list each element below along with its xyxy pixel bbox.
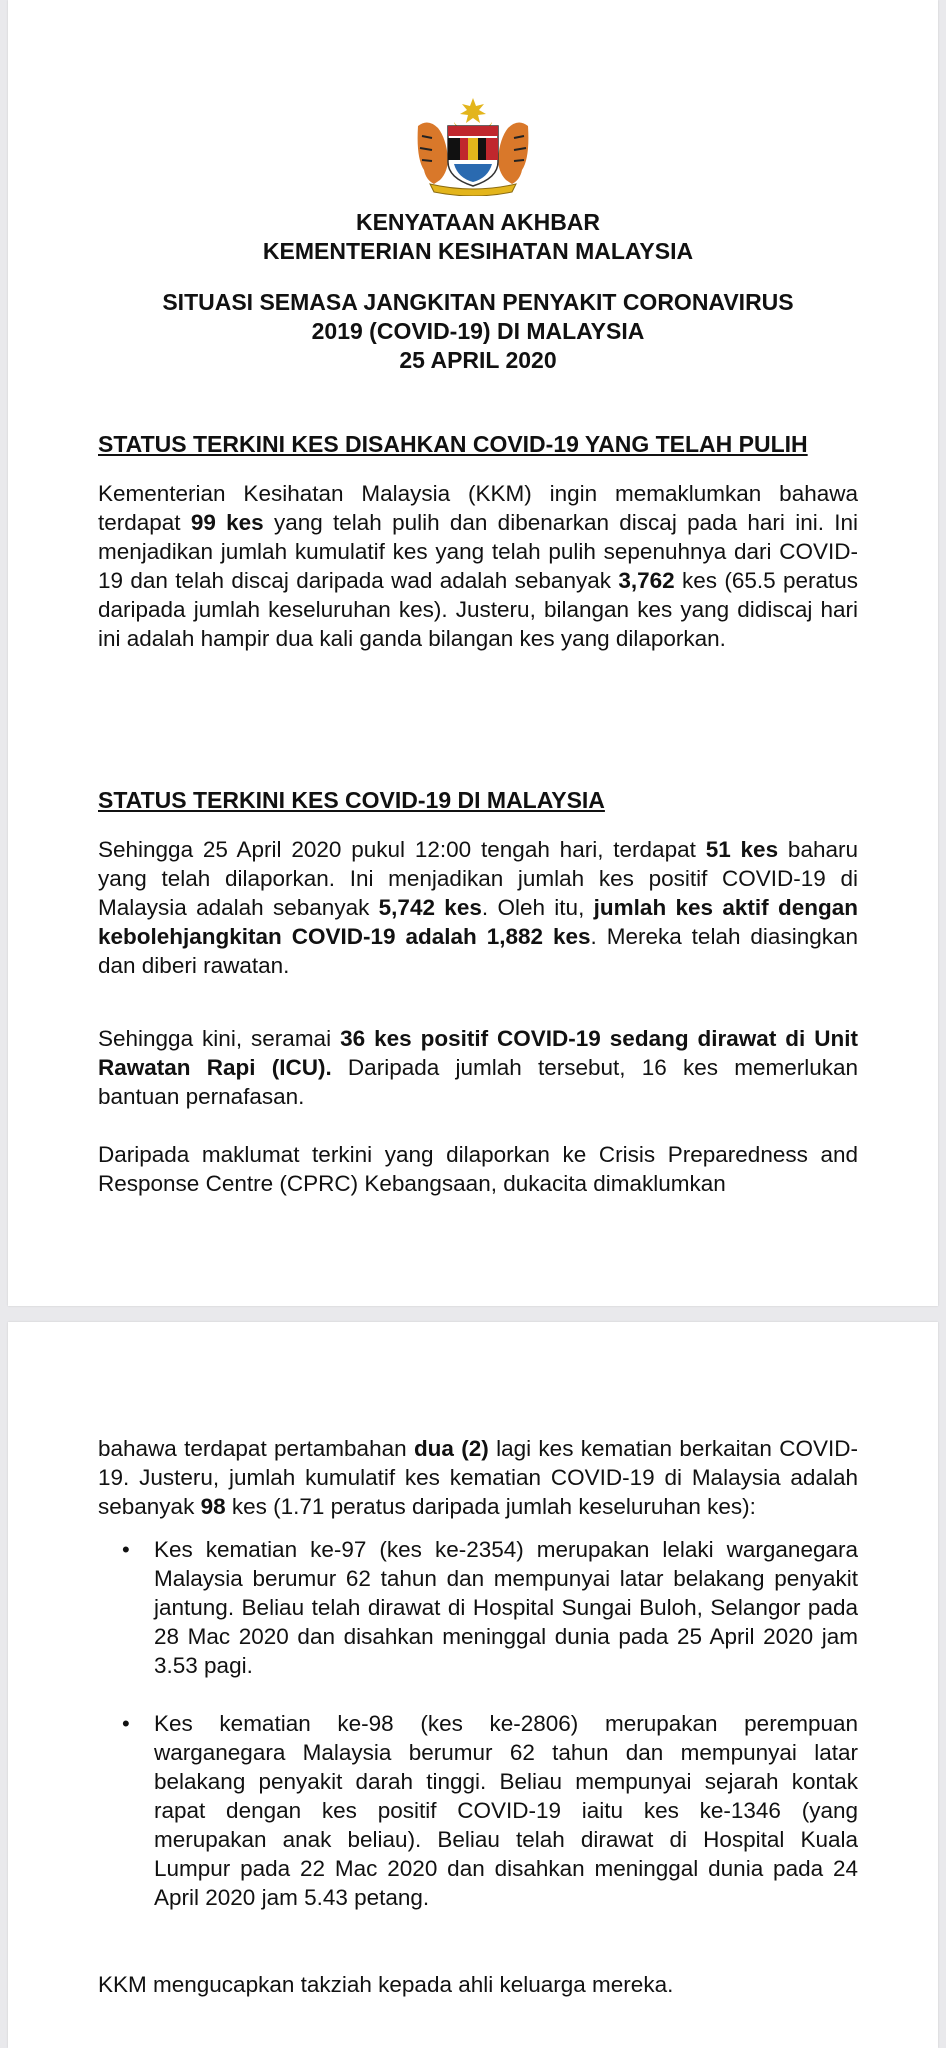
bullet-icon: • (122, 1537, 130, 1562)
death-case-97: Kes kematian ke-97 (kes ke-2354) merupakan lelaki warganegara Malaysia berumur 62 tahun dan mempunyai latar belakang penyakit jantung. Beliau telah dirawat di Hospital Sungai Buloh, Selangor pada 28 Mac 2020 dan disahkan meninggal dunia pada 25 April 2020 jam 3.53 pagi. (154, 1537, 858, 1678)
section-title-recovered: STATUS TERKINI KES DISAHKAN COVID-19 YANG TELAH PULIH (98, 431, 808, 457)
document-page-2 (8, 1322, 938, 2048)
press-statement-label: KENYATAAN AKHBAR (355, 209, 601, 235)
bullet-icon: • (122, 1711, 130, 1736)
malaysia-coat-of-arms-icon (410, 96, 536, 201)
recovered-paragraph: Kementerian Kesihatan Malaysia (KKM) ingin memaklumkan bahawa terdapat 99 kes yang telah pulih dan dibenarkan discaj pada hari ini. Ini menjadikan jumlah kumulatif kes yang telah pulih sepenuhnya dari COVID-19 dan telah discaj daripada wad adalah sebanyak 3,762 kes (65.5 peratus daripada jumlah keseluruhan kes). Justeru, bilangan kes yang didiscaj hari ini adalah hampir dua kali ganda bilangan kes yang dilaporkan. (98, 481, 858, 651)
death-case-98: Kes kematian ke-98 (kes ke-2806) merupakan perempuan warganegara Malaysia berumur 62 tahun dan mempunyai latar belakang penyakit darah tinggi. Beliau mempunyai sejarah kontak rapat dengan kes positif COVID-19 iaitu kes ke-1346 (yang merupakan anak beliau). Beliau telah dirawat di Hospital Kuala Lumpur pada 22 Mac 2020 dan disahkan meninggal dunia pada 24 April 2020 jam 5.43 petang. (154, 1711, 858, 1910)
document-page-1 (8, 0, 938, 1306)
document-date: 25 APRIL 2020 (399, 347, 557, 373)
list-item (98, 1709, 858, 1912)
condolence-paragraph: KKM mengucapkan takziah kepada ahli keluarga mereka. (98, 1972, 674, 1997)
new-cases-paragraph: Sehingga 25 April 2020 pukul 12:00 tengah hari, terdapat 51 kes baharu yang telah dilaporkan. Ini menjadikan jumlah kes positif COVID-19 di Malaysia adalah sebanyak 5,742 kes. Oleh itu, jumlah kes aktif dengan kebolehjangkitan COVID-19 adalah 1,882 kes. Mereka telah diasingkan dan diberi rawatan. (98, 837, 858, 978)
list-item (98, 1535, 858, 1680)
section-title-status: STATUS TERKINI KES COVID-19 DI MALAYSIA (98, 787, 605, 813)
ministry-name: KEMENTERIAN KESIHATAN MALAYSIA (262, 238, 694, 264)
document-title-line2: 2019 (COVID-19) DI MALAYSIA (311, 318, 645, 344)
cprc-paragraph: Daripada maklumat terkini yang dilaporkan ke Crisis Preparedness and Response Centre (CPRC) Kebangsaan, dukacita dimaklumkan (98, 1142, 858, 1196)
deaths-paragraph: bahawa terdapat pertambahan dua (2) lagi kes kematian berkaitan COVID-19. Justeru, jumlah kumulatif kes kematian COVID-19 di Malaysia adalah sebanyak 98 kes (1.71 peratus daripada jumlah keseluruhan kes): (98, 1436, 858, 1519)
document-title-line1: SITUASI SEMASA JANGKITAN PENYAKIT CORONAVIRUS (162, 289, 794, 315)
icu-paragraph: Sehingga kini, seramai 36 kes positif COVID-19 sedang dirawat di Unit Rawatan Rapi (ICU). Daripada jumlah tersebut, 16 kes memerlukan bantuan pernafasan. (98, 1026, 858, 1109)
death-cases-list (98, 1535, 858, 1912)
